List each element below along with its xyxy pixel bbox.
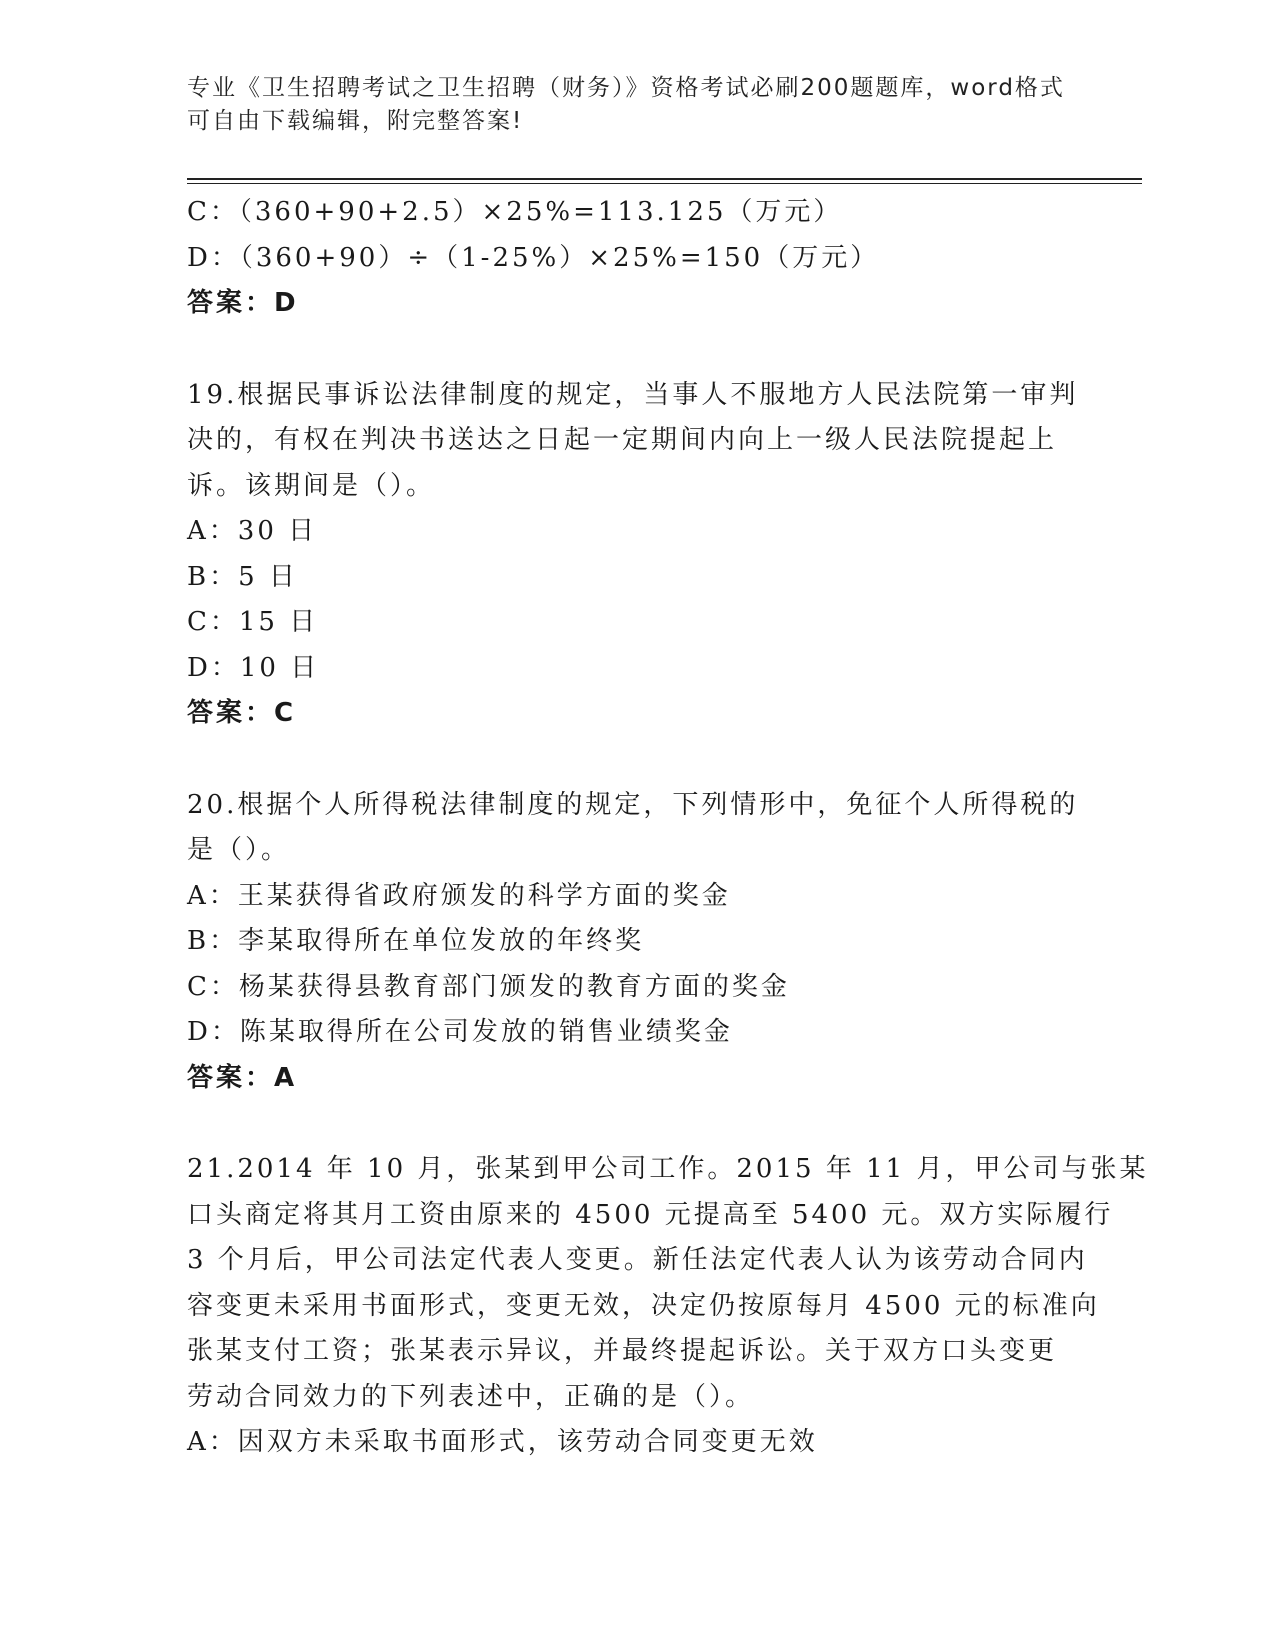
question-20 <box>187 783 1087 1102</box>
q19-stem-line-3: 诉。该期间是（）。 <box>187 470 436 501</box>
q20-stem-line-1: 20.根据个人所得税法律制度的规定，下列情形中，免征个人所得税的 <box>187 789 1079 820</box>
q20-option-d: D：陈某取得所在公司发放的销售业绩奖金 <box>187 1017 733 1047</box>
q19-answer: 答案：C <box>187 698 297 728</box>
header-line-2: 可自由下载编辑，附完整答案! <box>187 108 524 134</box>
spacer <box>187 1101 1087 1147</box>
question-19 <box>187 373 1087 737</box>
q21-stem-line-2: 口头商定将其月工资由原来的 4500 元提高至 5400 元。双方实际履行 <box>187 1199 1114 1230</box>
document-header <box>187 72 1087 138</box>
q19-stem-line-1: 19.根据民事诉讼法律制度的规定，当事人不服地方人民法院第一审判 <box>187 379 1079 410</box>
q18-answer: 答案：D <box>187 288 299 318</box>
q21-stem-line-4: 容变更未采用书面形式，变更无效，决定仍按原每月 4500 元的标准向 <box>187 1290 1100 1321</box>
q18-option-c: C：（360+90+2.5）×25%=113.125（万元） <box>187 197 843 227</box>
q19-option-d: D：10 日 <box>187 652 320 683</box>
q20-stem-line-2: 是（）。 <box>187 835 291 865</box>
spacer <box>187 737 1087 783</box>
q21-stem-line-3: 3 个月后，甲公司法定代表人变更。新任法定代表人认为该劳动合同内 <box>187 1245 1088 1275</box>
q21-option-a: A：因双方未采取书面形式，该劳动合同变更无效 <box>187 1427 818 1457</box>
q19-option-a: A：30 日 <box>187 516 318 546</box>
q20-option-b: B：李某取得所在单位发放的年终奖 <box>187 926 645 956</box>
header-line-1: 专业《卫生招聘考试之卫生招聘（财务）》资格考试必刷200题题库，word格式 <box>187 75 1065 101</box>
q21-stem-line-5: 张某支付工资；张某表示异议，并最终提起诉讼。关于双方口头变更 <box>187 1336 1058 1366</box>
spacer <box>187 327 1087 373</box>
q20-option-c: C：杨某获得县教育部门颁发的教育方面的奖金 <box>187 971 790 1002</box>
q19-stem-line-2: 决的，有权在判决书送达之日起一定期间内向上一级人民法院提起上 <box>187 425 1058 455</box>
question-21 <box>187 1147 1149 1466</box>
header-divider-thick <box>187 178 1142 180</box>
q21-stem-line-1: 21.2014 年 10 月，张某到甲公司工作。2015 年 11 月，甲公司与张某 <box>187 1154 1149 1184</box>
q19-option-b: B：5 日 <box>187 561 298 592</box>
q20-answer: 答案：A <box>187 1062 298 1093</box>
q20-option-a: A：王某获得省政府颁发的科学方面的奖金 <box>187 880 731 911</box>
q21-stem-line-6: 劳动合同效力的下列表述中，正确的是（）。 <box>187 1381 755 1412</box>
question-18-continued <box>187 190 1087 327</box>
q18-option-d: D：（360+90）÷（1-25%）×25%=150（万元） <box>187 242 880 273</box>
header-divider-thin <box>187 183 1142 184</box>
q19-option-c: C：15 日 <box>187 607 319 637</box>
question-content <box>187 190 1149 1466</box>
